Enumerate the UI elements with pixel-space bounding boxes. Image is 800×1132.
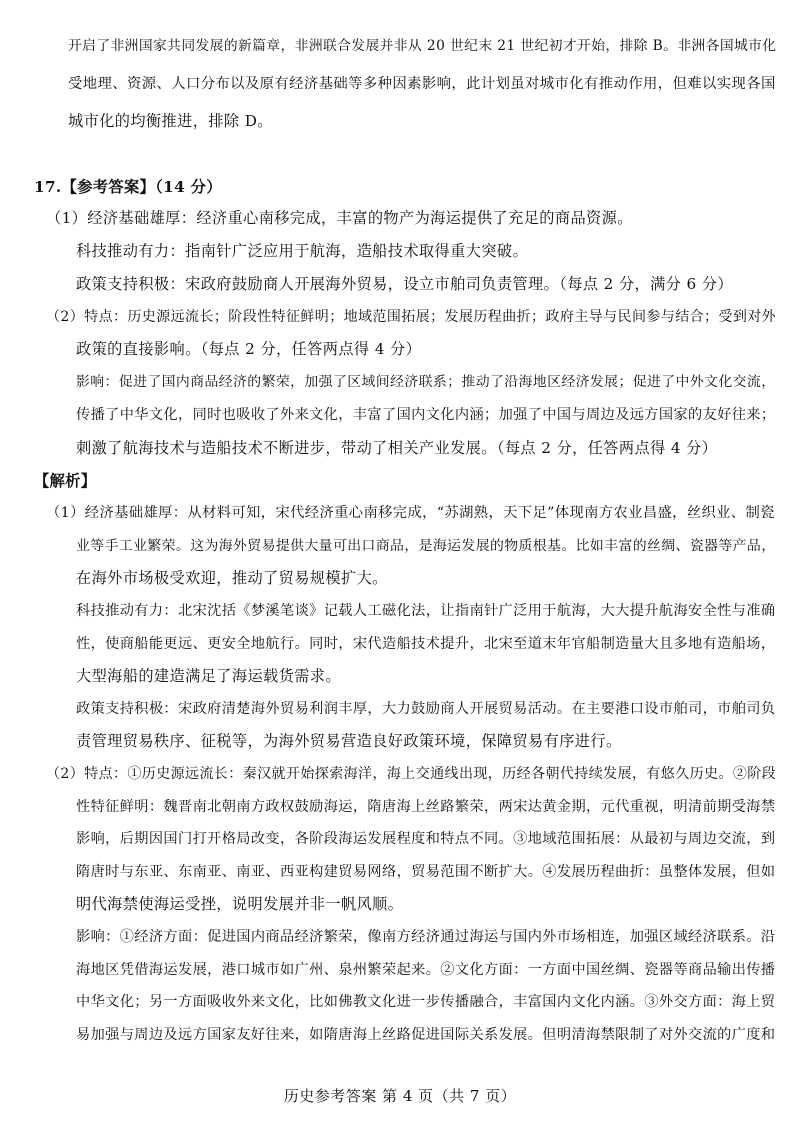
analysis-1-line-2: 业等手工业繁荣。这为海外贸易提供大量可出口商品，是海运发展的物质根基。比如丰富的丝绸、瓷器等产品， — [76, 538, 776, 554]
answer-2-line-5: 刺激了航海技术与造船技术不断进步，带动了相关产业发展。（每点 2 分，任答两点得 4 分） — [76, 439, 718, 457]
analysis-1-line-1: （1）经济基础雄厚：从材料可知，宋代经济重心南移完成，“苏湖熟，天下足”体现南方农业昌盛，丝织业、制瓷 — [46, 505, 775, 521]
analysis-2-line-8: 中华文化；另一方面吸收外来文化，比如佛教文化进一步传播融合，丰富国内文化内涵。③外交方面：海上贸 — [76, 994, 776, 1010]
analysis-2-line-9: 易加强与周边及远方国家友好往来，如隋唐海上丝路促进国际关系发展。但明清海禁限制了对外交流的广度和 — [76, 1027, 776, 1043]
analysis-1-line-7: 政策支持积极：宋政府清楚海外贸易利润丰厚，大力鼓励商人开展贸易活动。在主要港口设市舶司，市舶司负 — [76, 701, 776, 717]
question-17-title: 17.【参考答案】（14 分） — [34, 178, 222, 196]
analysis-2-line-5: 明代海禁使海运受挫，说明发展并非一帆风顺。 — [76, 895, 404, 913]
analysis-1-line-5: 性，使商船能更远、更安全地航行。同时，宋代造船技术提升，北宋至道末年官船制造量大且多地有造船场， — [76, 636, 776, 652]
analysis-1-line-4: 科技推动有力：北宋沈括《梦溪笔谈》记载人工磁化法，让指南针广泛用于航海，大大提升航海安全性与准确 — [76, 603, 776, 619]
answer-2-line-1: （2）特点：历史源远流长；阶段性特征鲜明；地域范围拓展；发展历程曲折；政府主导与民间参与结合；受到对外 — [46, 309, 777, 325]
analysis-title: 【解析】 — [34, 472, 97, 490]
analysis-2-line-1: （2）特点：①历史源远流长：秦汉就开始探索海洋，海上交通线出现，历经各朝代持续发展，有悠久历史。②阶段 — [46, 766, 777, 782]
answer-2-line-2: 政策的直接影响。（每点 2 分，任答两点得 4 分） — [76, 340, 422, 358]
analysis-1-line-8: 责管理贸易秩序、征税等，为海外贸易营造良好政策环境，保障贸易有序进行。 — [76, 732, 622, 750]
analysis-2-line-4: 隋唐时与东亚、东南亚、南亚、西亚构建贸易网络，贸易范围不断扩大。④发展历程曲折：虽整体发展，但如 — [76, 864, 776, 880]
answer-2-line-4: 传播了中华文化，同时也吸收了外来文化，丰富了国内文化内涵；加强了中国与周边及远方国家的友好往来； — [76, 407, 776, 423]
analysis-1-line-6: 大型海船的建造满足了海运载货需求。 — [76, 667, 341, 685]
answer-1-line-2: 科技推动有力：指南针广泛应用于航海，造船技术取得重大突破。 — [76, 242, 529, 260]
analysis-2-line-7: 海地区凭借海运发展，港口城市如广州、泉州繁荣起来。②文化方面：一方面中国丝绸、瓷器等商品输出传播 — [76, 962, 776, 978]
intro-line-3: 城市化的均衡推进，排除 D。 — [68, 112, 273, 130]
answer-2-line-3: 影响：促进了国内商品经济的繁荣，加强了区域间经济联系；推动了沿海地区经济发展；促进了中外文化交流， — [76, 374, 776, 390]
answer-1-line-3: 政策支持积极：宋政府鼓励商人开展海外贸易，设立市舶司负责管理。（每点 2 分，满分 6 分） — [76, 275, 733, 293]
analysis-2-line-3: 影响，后期因国门打开格局改变，各阶段海运发展程度和特点不同。③地域范围拓展：从最初与周边交流，到 — [76, 831, 776, 847]
intro-line-2: 受地理、资源、人口分布以及原有经济基础等多种因素影响，此计划虽对城市化有推动作用，但难以实现各国 — [68, 76, 776, 92]
analysis-1-line-3: 在海外市场极受欢迎，推动了贸易规模扩大。 — [76, 569, 388, 587]
analysis-2-line-6: 影响：①经济方面：促进国内商品经济繁荣，像南方经济通过海运与国内外市场相连，加强区域经济联系。沿 — [76, 929, 776, 945]
intro-line-1: 开启了非洲国家共同发展的新篇章，非洲联合发展并非从 20 世纪末 21 世纪初才开始，排除 B。非洲各国城市化 — [68, 38, 777, 54]
page-footer: 历史参考答案 第 4 页（共 7 页） — [283, 1087, 517, 1105]
analysis-2-line-2: 性特征鲜明：魏晋南北朝南方政权鼓励海运，隋唐海上丝路繁荣，两宋达黄金期，元代重视，明清前期受海禁 — [76, 799, 776, 815]
answer-1-line-1: （1）经济基础雄厚：经济重心南移完成，丰富的物产为海运提供了充足的商品资源。 — [46, 209, 633, 227]
